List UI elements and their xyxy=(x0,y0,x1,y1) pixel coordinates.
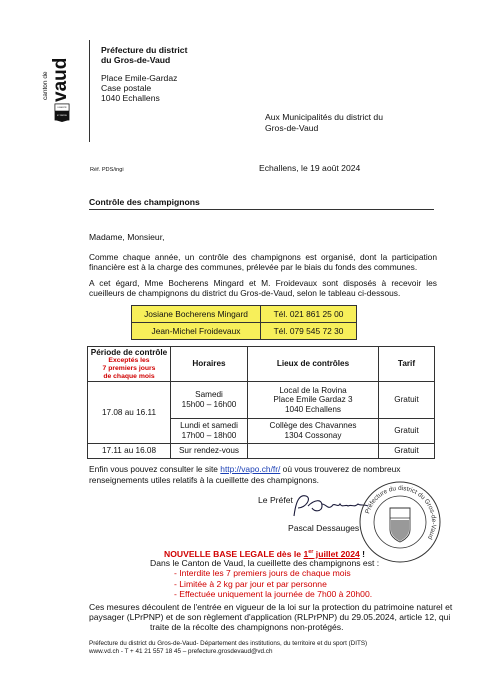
logo-canton-small: canton de xyxy=(42,71,49,100)
contact-name: Jean-Michel Froidevaux xyxy=(132,323,261,340)
header-period xyxy=(88,347,171,382)
date-place: Echallens, le 19 août 2024 xyxy=(259,163,361,173)
legal-title-sup: er xyxy=(308,549,314,555)
sender-address-1: Place Emile-Gardaz xyxy=(101,73,178,83)
website-line-2: renseignements utiles relatifs à la cueillette des champignons. xyxy=(89,475,319,485)
legal-title-end: ! xyxy=(359,548,366,559)
header-period-note-1: Exceptés les xyxy=(108,357,150,365)
row-hours xyxy=(171,419,248,444)
row-place xyxy=(248,382,379,419)
paragraph-1: Comme chaque année, un contrôle des champignons est organisé, dont la participation financière est à la charge des communes, prélevée par le biais du fonds des communes. xyxy=(89,252,437,273)
footer-line-2: www.vd.ch - T + 41 21 557 18 45 – prefecture.grosdevaud@vd.ch xyxy=(89,648,273,655)
signature-role: Le Préfet xyxy=(258,495,293,505)
legal-paragraph-line-2: paysager (LPrPNP) et de son règlement d'application (RLPrPNP) du 29.05.2024, article 12, qui xyxy=(89,612,451,622)
sender-address-2: Case postale xyxy=(101,83,152,93)
row-place-line-1: Local de la Rovina xyxy=(279,385,347,395)
website-text-before: Enfin vous pouvez consulter le site xyxy=(89,464,221,474)
reference: Réf. PDS/ingi xyxy=(90,167,124,173)
table-header-row xyxy=(88,347,435,382)
row-period: 17.11 au 16.08 xyxy=(88,444,171,459)
sender-name-1: Préfecture du district xyxy=(101,45,188,55)
header-fee: Tarif xyxy=(379,347,435,382)
legal-title-suffix: juillet 2024 xyxy=(313,548,360,559)
shield-top-text: LIBERTÉ xyxy=(57,107,67,109)
official-seal xyxy=(358,480,442,564)
controls-table xyxy=(87,346,435,459)
contact-row xyxy=(132,306,357,323)
row-place xyxy=(248,419,379,444)
recipient-line-2: Gros-de-Vaud xyxy=(265,123,319,133)
header-period-title: Période de contrôle xyxy=(90,347,168,357)
contact-phone: Tél. 079 545 72 30 xyxy=(261,323,357,340)
header-places: Lieux de contrôles xyxy=(248,347,379,382)
contacts-table xyxy=(131,305,357,340)
contact-name: Josiane Bocherens Mingard xyxy=(132,306,261,323)
logo-canton-big: vaud xyxy=(50,57,71,102)
legal-rule: - Effectuée uniquement la journée de 7h00 à 20h00. xyxy=(174,589,373,599)
header-period-note-2: 7 premiers jours xyxy=(102,364,156,372)
contact-row xyxy=(132,323,357,340)
row-fee: Gratuit xyxy=(379,382,435,419)
legal-title-prefix: NOUVELLE BASE LEGALE dès le xyxy=(164,548,304,559)
signature-name: Pascal Dessauges xyxy=(288,523,360,533)
legal-intro: Dans le Canton de Vaud, la cueillette des champignons est : xyxy=(150,558,380,568)
table-row xyxy=(88,444,435,459)
shield-bottom-text: ET PATRIE xyxy=(56,115,68,117)
legal-paragraph-line-1: Ces mesures découlent de l'entrée en vigueur de la loi sur la protection du patrimoine naturel et xyxy=(89,602,453,612)
row-place-line-2: Place Emile Gardaz 3 xyxy=(273,395,353,405)
row-fee: Gratuit xyxy=(379,419,435,444)
row-hours-line-1: Samedi xyxy=(195,390,223,400)
footer-line-1: Préfecture du district du Gros-de-Vaud- Département des institutions, du territoire et du sport (DITS) xyxy=(89,640,368,647)
subject: Contrôle des champignons xyxy=(89,197,200,207)
row-place xyxy=(248,444,379,459)
row-hours: Sur rendez-vous xyxy=(171,444,248,459)
row-hours-line-2: 17h00 – 18h00 xyxy=(181,431,237,440)
canton-vaud-logo xyxy=(33,40,73,120)
paragraph-2: A cet égard, Mme Bocherens Mingard et M. Froidevaux sont disposés à recevoir les cueilleurs de champignons du district du Gros-de-Vaud, selon le tableau ci-dessous. xyxy=(89,278,437,299)
subject-underline xyxy=(89,209,434,210)
contact-phone: Tél. 021 861 25 00 xyxy=(261,306,357,323)
legal-title-day: 1 xyxy=(303,548,309,559)
header-period-note-3: de chaque mois xyxy=(103,372,155,380)
header-divider xyxy=(89,40,90,142)
website-text-after: où vous trouverez de nombreux xyxy=(280,464,401,474)
legal-rules-list xyxy=(174,568,372,600)
row-place-line-3: 1040 Echallens xyxy=(285,404,341,414)
row-hours-line-1: Lundi et samedi xyxy=(180,421,238,431)
table-row xyxy=(88,382,435,419)
salutation: Madame, Monsieur, xyxy=(89,232,165,242)
seal-text: Préfecture du district du Gros-de-Vaud xyxy=(364,484,438,541)
row-fee: Gratuit xyxy=(379,444,435,459)
recipient-line-1: Aux Municipalités du district du xyxy=(265,112,383,122)
sender-name-2: du Gros-de-Vaud xyxy=(101,55,171,65)
legal-paragraph-line-3: traite de la récolte des champignons non-protégés. xyxy=(150,622,344,632)
legal-rule: - Interdite les 7 premiers jours de chaque mois xyxy=(174,568,351,578)
header-hours: Horaires xyxy=(171,347,248,382)
row-hours-line-2: 15h00 – 16h00 xyxy=(181,400,237,409)
row-period: 17.08 au 16.11 xyxy=(88,382,171,444)
website-link[interactable]: http://vapo.ch/fr/ xyxy=(220,464,281,474)
row-hours xyxy=(171,382,248,419)
website-line-1 xyxy=(89,464,437,474)
row-place-line-2: 1304 Cossonay xyxy=(284,431,342,440)
legal-rule: - Limitée à 2 kg par jour et par personne xyxy=(174,578,327,589)
sender-address-3: 1040 Echallens xyxy=(101,93,160,103)
row-place-line-1: Collège des Chavannes xyxy=(269,421,357,431)
